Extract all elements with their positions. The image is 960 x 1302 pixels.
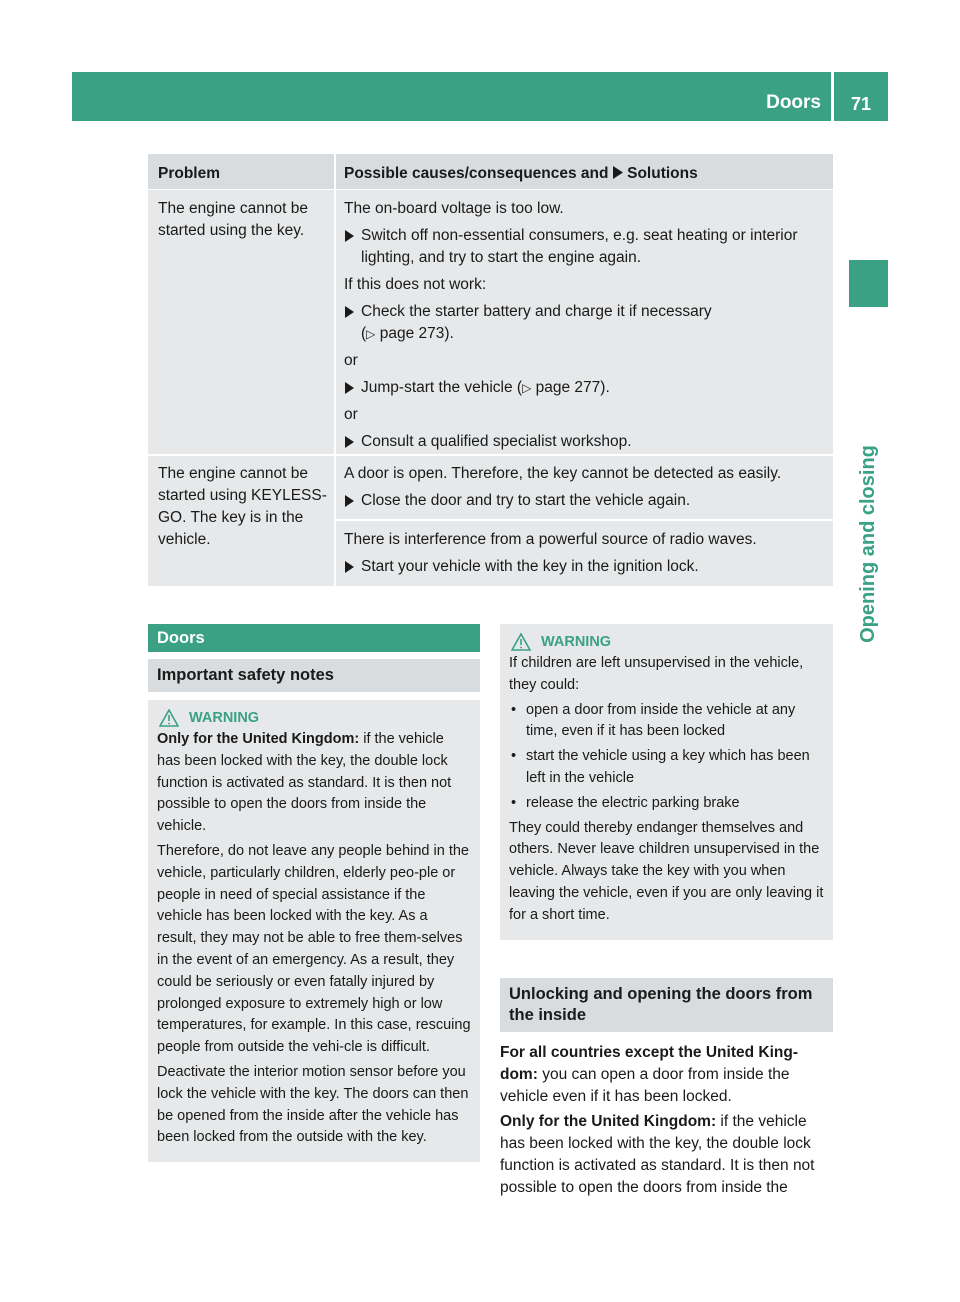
- subsection-title-safety: Important safety notes: [148, 659, 480, 692]
- warning-intro: If children are left unsupervised in the vehicle, they could:: [509, 655, 804, 693]
- troubleshooting-table: [148, 154, 833, 586]
- body-paragraph: [500, 1042, 833, 1108]
- warning-text: if the vehicle has been locked with the key, the double lock function is activated as standard. It is then not possible to open the doors from inside the vehicle.: [157, 731, 452, 835]
- table-row-1-solutions: [344, 198, 828, 458]
- column-divider: [334, 154, 336, 586]
- table-row-1-problem: The engine cannot be started using the key.: [158, 200, 308, 239]
- warning-bold-lead: Only for the United Kingdom:: [157, 731, 360, 747]
- or-text: or: [344, 352, 358, 369]
- left-column: [148, 624, 480, 1162]
- warning-box-left: [148, 700, 480, 1162]
- body-text: [500, 1042, 833, 1199]
- step-item: Consult a qualified specialist workshop.: [344, 431, 828, 453]
- body-bold-lead: Only for the United Kingdom:: [500, 1112, 717, 1130]
- warning-label: WARNING: [541, 634, 612, 650]
- subsection-title-unlocking: Unlocking and opening the doors from the inside: [500, 978, 833, 1032]
- warning-box-right: [500, 624, 833, 940]
- warning-triangle-icon: [159, 709, 179, 727]
- header-section-title: Doors: [766, 92, 821, 113]
- arrow-icon: [613, 166, 623, 179]
- body-text-span: you can open a door from inside the vehicle even if it has been locked.: [500, 1065, 790, 1105]
- header-bar: [72, 72, 831, 121]
- table-row-2-solutions-a: [344, 463, 828, 517]
- warning-paragraph: [157, 729, 471, 838]
- bullet-item: • open a door from inside the vehicle at any time, even if it has been locked: [509, 700, 824, 744]
- column-header-problem: Problem: [158, 165, 221, 182]
- step-item: Switch off non-essential consumers, e.g. seat heating or interior lighting, and try to start the engine again.: [344, 225, 828, 269]
- table-header: [148, 154, 833, 190]
- column-header-solutions: [344, 164, 698, 183]
- bullet-item: • release the electric parking brake: [509, 793, 824, 815]
- bullet-item: • start the vehicle using a key which has been left in the vehicle: [509, 746, 824, 790]
- step-text: Jump-start the vehicle (: [361, 379, 523, 396]
- subrow-divider: [336, 519, 833, 521]
- step-item: Start your vehicle with the key in the ignition lock.: [344, 556, 828, 578]
- body-bold-lead: For all countries except the United King-dom:: [500, 1043, 798, 1083]
- step-item: [344, 301, 828, 345]
- warning-paragraph: Deactivate the interior motion sensor before you lock the vehicle with the key. The doors can then be opened from the inside after the vehicle has been locked from the outside with the key.: [157, 1063, 469, 1146]
- page-ref-link[interactable]: page 273).: [379, 325, 454, 342]
- step-item: [344, 377, 828, 399]
- side-tab-label: Opening and closing: [857, 445, 879, 643]
- cause-text: The on-board voltage is too low.: [344, 200, 564, 217]
- section-title-doors: Doors: [148, 624, 480, 652]
- page-number: 71: [850, 94, 872, 114]
- page-ref-link[interactable]: page 277).: [535, 379, 610, 396]
- warning-heading: [509, 632, 824, 653]
- table-row-2-solutions-b: [344, 529, 828, 583]
- ref-paren: (: [361, 325, 367, 342]
- warning-heading: [157, 708, 471, 729]
- cause-text: There is interference from a powerful source of radio waves.: [344, 531, 757, 548]
- page-ref-icon[interactable]: ▷: [366, 327, 376, 341]
- cause-text: A door is open. Therefore, the key cannot be detected as easily.: [344, 465, 782, 482]
- step-item: Close the door and try to start the vehicle again.: [344, 490, 828, 512]
- body-text-span: if the vehicle has been locked with the key, the double lock function is activated as standard. It is then not possible to open the doors from inside the: [500, 1112, 815, 1196]
- warning-triangle-icon: [511, 633, 531, 651]
- condition-text: If this does not work:: [344, 276, 487, 293]
- column-header-solutions-text: Possible causes/consequences and: [344, 165, 609, 182]
- warning-outro: They could thereby endanger themselves and others. Never leave children unsupervised in the vehicle. Always take the key with you when leaving the vehicle, even if you are only leaving it for a short time.: [509, 819, 824, 923]
- column-header-solutions-label: Solutions: [627, 165, 698, 182]
- step-text: Check the starter battery and charge it if necessary: [361, 303, 712, 320]
- right-column: [500, 624, 833, 1202]
- side-tab-marker: [849, 260, 888, 307]
- warning-paragraph: Therefore, do not leave any people behind in the vehicle, particularly children, elderly peo-ple or people in need of special assistance if the vehicle has been locked with the key. As a result, they may not be able to free them-selves in the event of an emergency. As a result, they could be seriously or even fatally injured by prolonged exposure to extremely high or low temperatures, for example. In this case, rescuing people from outside the vehi-cle is difficult.: [157, 842, 471, 1056]
- warning-label: WARNING: [189, 710, 260, 726]
- page-ref-icon[interactable]: ▷: [522, 381, 532, 395]
- or-text: or: [344, 406, 358, 423]
- table-row-2-problem: The engine cannot be started using KEYLESS-GO. The key is in the vehicle.: [158, 465, 327, 548]
- body-paragraph: [500, 1111, 833, 1199]
